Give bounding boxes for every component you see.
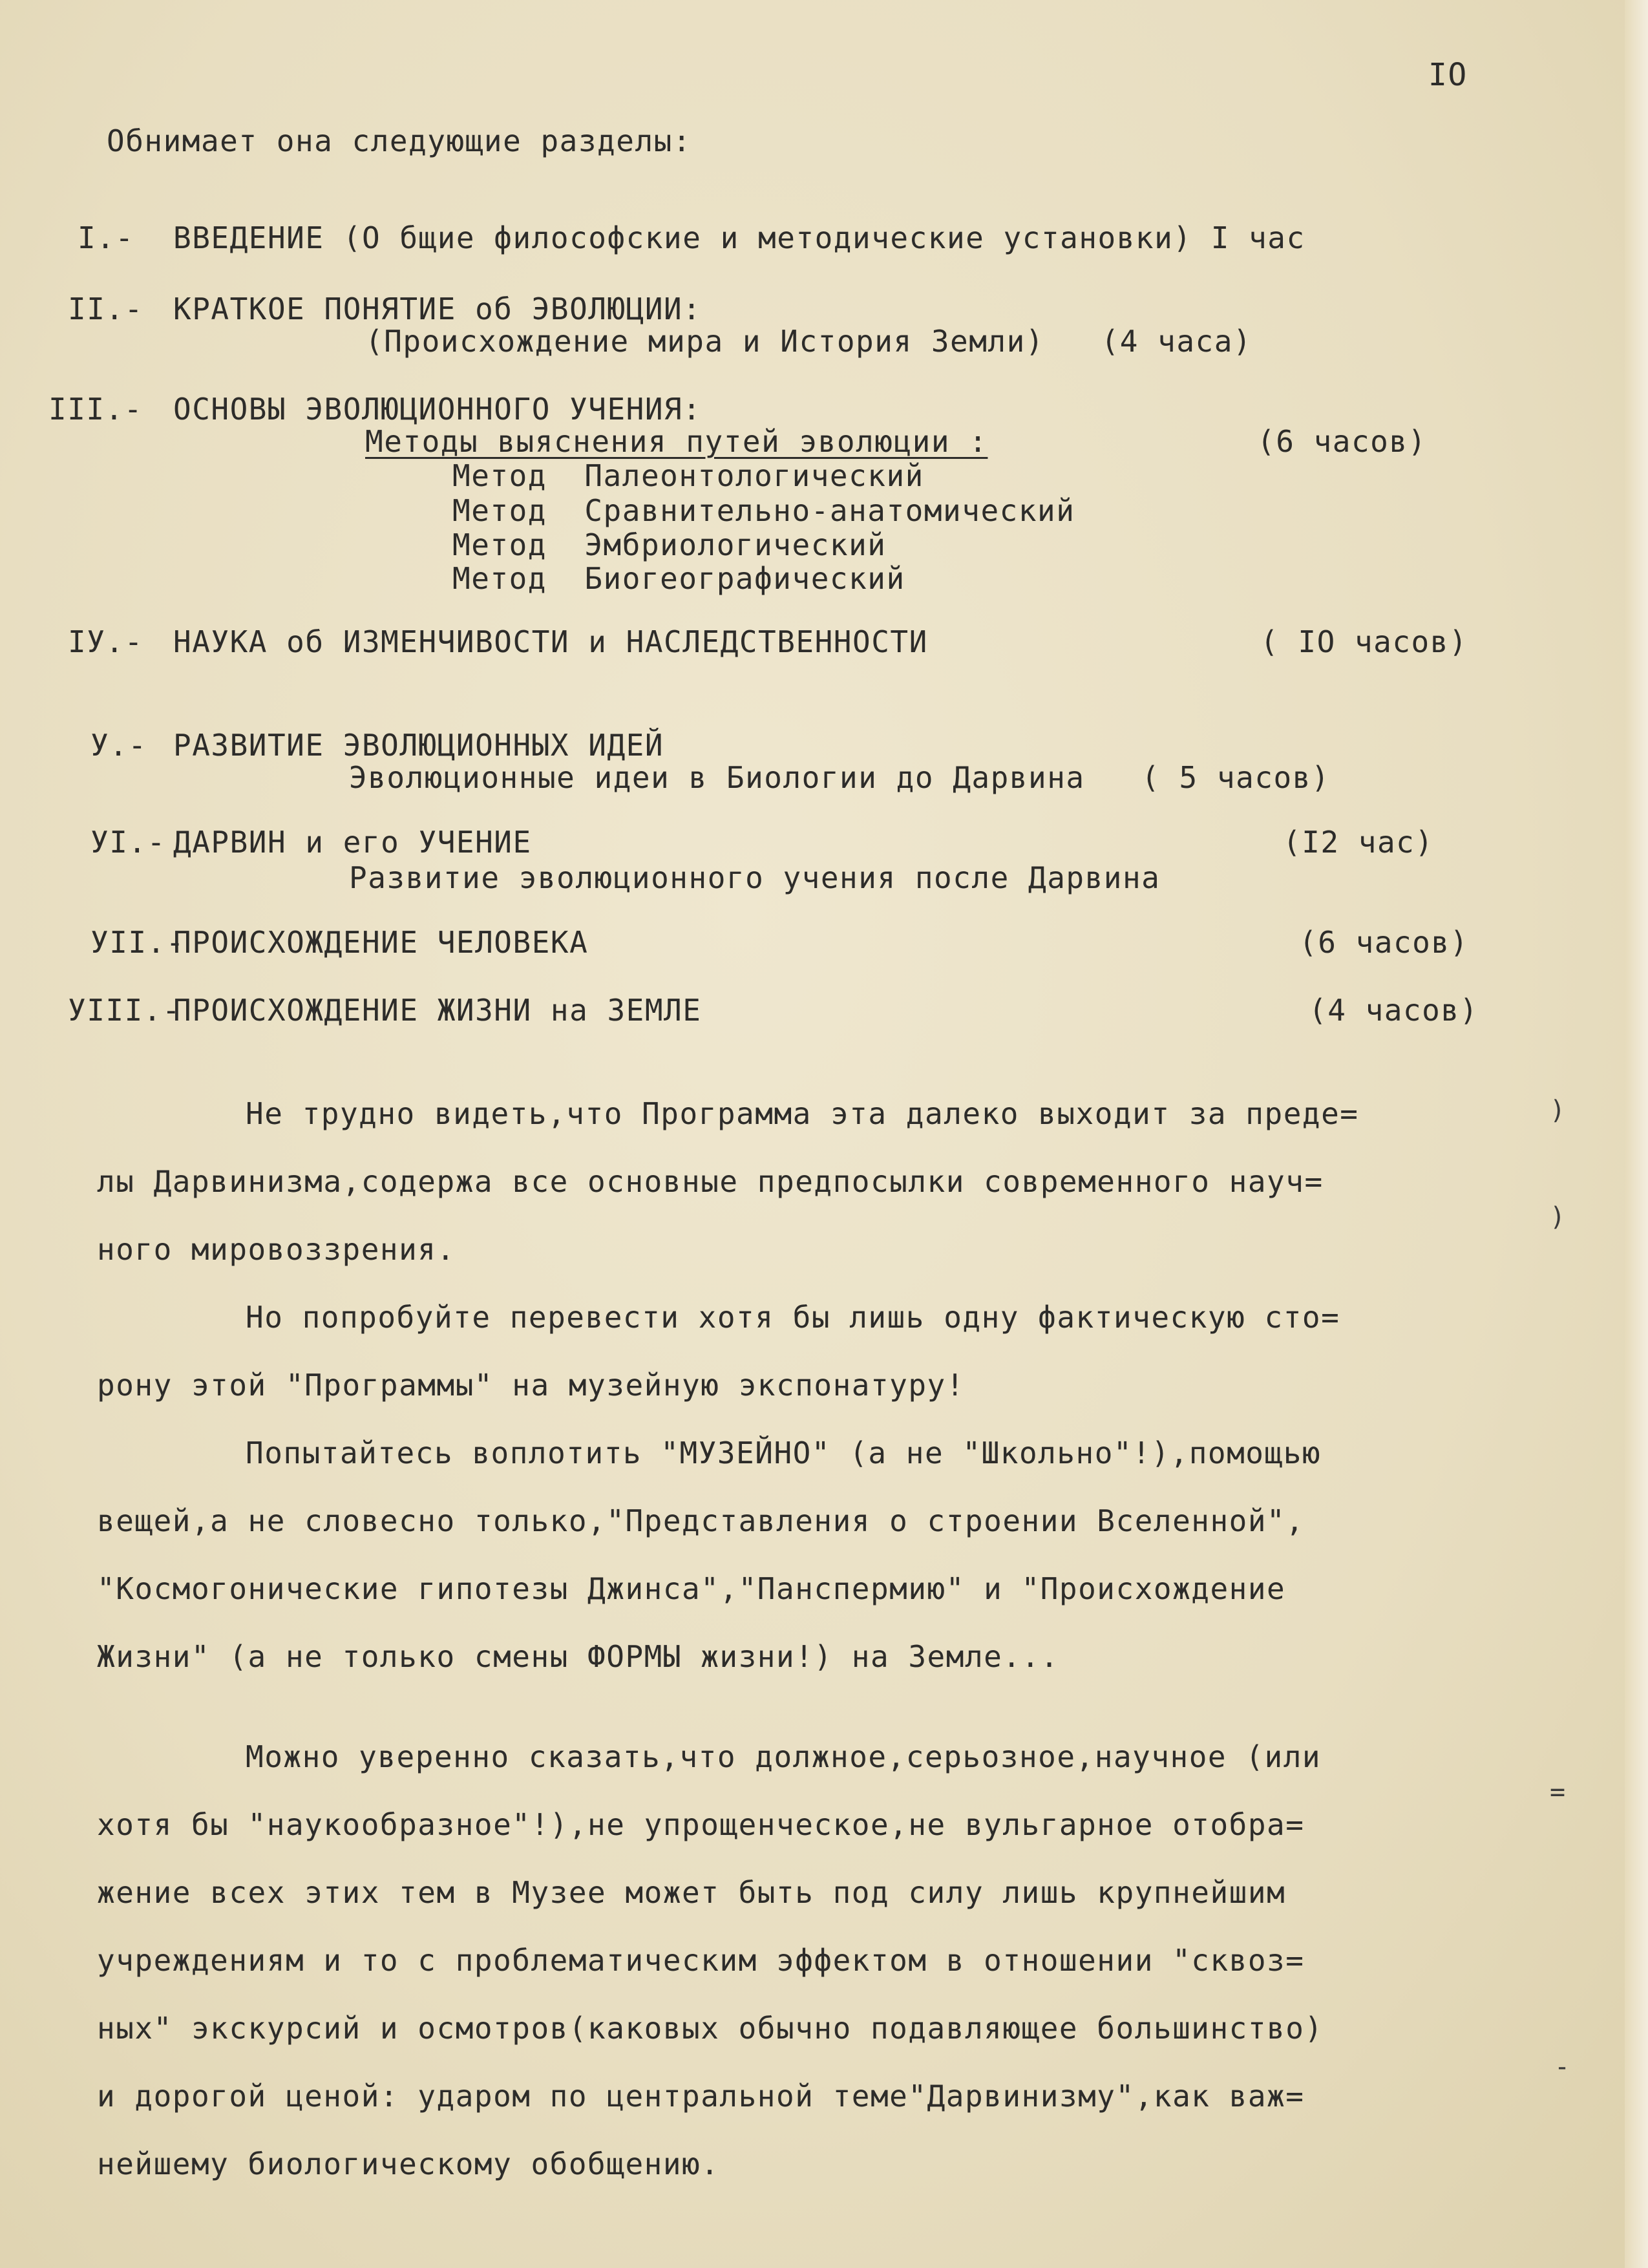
paragraph-line: Попытайтесь воплотить "МУЗЕЙНО" (а не "Школьно"!),помощью — [246, 1436, 1322, 1470]
paragraph-line: Но попробуйте перевести хотя бы лишь одну фактическую сто= — [246, 1300, 1340, 1335]
section-1-title: ВВЕДЕНИЕ (О бщие философские и методические установки) I час — [173, 220, 1305, 255]
section-1-num: I.- — [78, 220, 134, 255]
section-3-num: III.- — [48, 392, 143, 427]
paragraph-line: рону этой "Программы" на музейную экспонатуру! — [97, 1368, 965, 1403]
method-item: Метод Эмбриологический — [452, 527, 887, 562]
section-4-hours: ( IO часов) — [1260, 624, 1468, 659]
margin-mark: - — [1554, 2052, 1570, 2082]
section-7-title: ПРОИСХОЖДЕНИЕ ЧЕЛОВЕКА — [173, 925, 589, 960]
section-7-hours: (6 часов) — [1299, 925, 1469, 960]
section-8-hours: (4 часов) — [1309, 993, 1479, 1028]
paragraph-line: ных" экскурсий и осмотров(каковых обычно подавляющее большинство) — [97, 2011, 1324, 2046]
section-7-num: УII.- — [90, 925, 185, 960]
paragraph-line: жение всех этих тем в Музее может быть под силу лишь крупнейшим — [97, 1875, 1286, 1910]
section-8-num: УIII.- — [68, 993, 182, 1028]
paragraph-line: хотя бы "наукообразное"!),не упрощенческое,не вульгарное отобра= — [97, 1807, 1305, 1842]
paragraph-line: учреждениям и то с проблематическим эффектом в отношении "сквоз= — [97, 1943, 1305, 1978]
section-4-num: IУ.- — [68, 624, 143, 659]
section-4-title: НАУКА об ИЗМЕНЧИВОСТИ и НАСЛЕДСТВЕННОСТИ — [173, 624, 928, 659]
section-6-hours: (I2 час) — [1283, 825, 1434, 860]
paragraph-line: "Космогонические гипотезы Джинса","Панспермию" и "Происхождение — [97, 1571, 1286, 1606]
section-6-num: УI.- — [90, 825, 166, 860]
method-item: Метод Сравнительно-анатомический — [452, 493, 1075, 528]
paragraph-line: Можно уверенно сказать,что должное,серьозное,научное (или — [246, 1739, 1322, 1774]
section-6-subtitle: Развитие эволюционного учения после Дарвина — [349, 860, 1161, 895]
paragraph-line: Не трудно видеть,что Программа эта далеко выходит за преде= — [246, 1096, 1359, 1131]
paper-edge — [1625, 0, 1648, 2268]
paragraph-line: нейшему биологическому обобщению. — [97, 2146, 720, 2181]
section-3-methods-heading: Методы выяснения путей эволюции : — [365, 424, 988, 459]
section-3-hours: (6 часов) — [1257, 424, 1427, 459]
margin-mark: = — [1550, 1777, 1566, 1807]
method-item: Метод Биогеографический — [452, 561, 905, 596]
paragraph-line: Жизни" (а не только смены ФОРМЫ жизни!) на Земле... — [97, 1639, 1059, 1674]
section-3-title: ОСНОВЫ ЭВОЛЮЦИОННОГО УЧЕНИЯ: — [173, 392, 702, 427]
margin-mark: ) — [1550, 1202, 1566, 1232]
section-2-title: КРАТКОЕ ПОНЯТИЕ об ЭВОЛЮЦИИ: — [173, 291, 702, 326]
paragraph-line: лы Дарвинизма,содержа все основные предпосылки современного науч= — [97, 1164, 1324, 1199]
page-number: IO — [1428, 57, 1468, 93]
section-6-title: ДАРВИН и его УЧЕНИЕ — [173, 825, 532, 860]
intro-text: Обнимает она следующие разделы: — [107, 123, 692, 158]
paragraph-line: вещей,а не словесно только,"Представления о строении Вселенной", — [97, 1503, 1305, 1538]
paragraph-line: ного мировоззрения. — [97, 1232, 456, 1267]
section-5-subtitle: Эволюционные идеи в Биологии до Дарвина ( 5 часов) — [349, 760, 1331, 795]
section-5-title: РАЗВИТИЕ ЭВОЛЮЦИОННЫХ ИДЕЙ — [173, 728, 664, 763]
section-8-title: ПРОИСХОЖДЕНИЕ ЖИЗНИ на ЗЕМЛЕ — [173, 993, 702, 1028]
section-2-subtitle: (Происхождение мира и История Земли) (4 часа) — [365, 324, 1252, 359]
margin-mark: ) — [1550, 1096, 1566, 1125]
paragraph-line: и дорогой ценой: ударом по центральной теме"Дарвинизму",как важ= — [97, 2079, 1305, 2114]
section-5-num: У.- — [90, 728, 147, 763]
method-item: Метод Палеонтологический — [452, 458, 924, 493]
section-2-num: II.- — [68, 291, 143, 326]
